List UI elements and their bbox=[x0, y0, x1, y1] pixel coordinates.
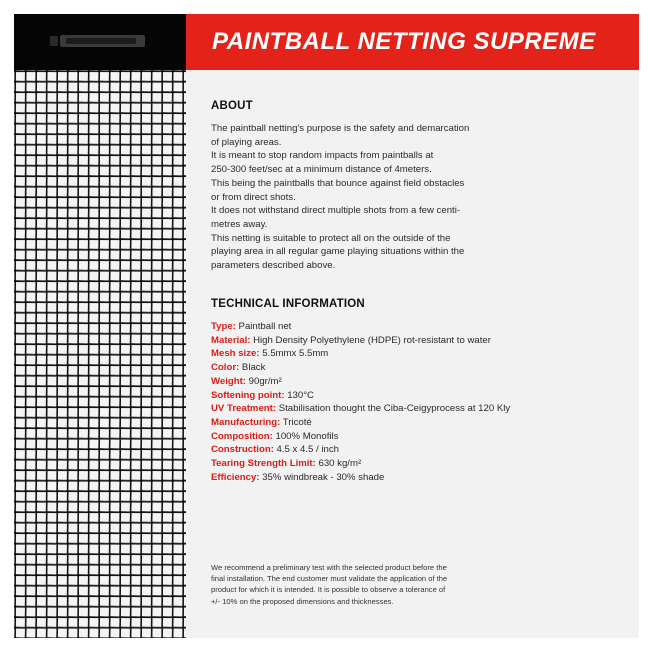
spec-value: Black bbox=[239, 362, 266, 374]
spec-row bbox=[211, 402, 521, 416]
about-line: 250-300 feet/sec at a minimum distance of 4meters. bbox=[211, 164, 432, 176]
spec-row bbox=[211, 416, 521, 430]
disclaimer-line: +/- 10% on the proposed dimensions and thicknesses. bbox=[211, 596, 394, 606]
spec-list bbox=[211, 320, 521, 484]
technical-heading: TECHNICAL INFORMATION bbox=[211, 298, 365, 310]
spec-label: Color: bbox=[211, 362, 240, 374]
about-section bbox=[211, 100, 521, 273]
spec-label: Manufacturing: bbox=[211, 416, 281, 428]
disclaimer-line: We recommend a preliminary test with the selected product before the bbox=[211, 563, 447, 572]
spec-row bbox=[211, 430, 521, 444]
spec-row bbox=[211, 361, 521, 375]
about-line: or from direct shots. bbox=[211, 191, 296, 203]
disclaimer-line: product for which it is intended. It is possible to observe a tolerance of bbox=[211, 585, 446, 595]
about-body bbox=[211, 122, 521, 273]
about-line: The paintball netting's purpose is the safety and demarcation bbox=[211, 123, 470, 134]
spec-value: Paintball net bbox=[235, 321, 292, 332]
about-line: This being the paintballs that bounce against field obstacles bbox=[211, 177, 465, 189]
spec-value: 100% Monofils bbox=[272, 430, 339, 442]
spec-label: Mesh size: bbox=[211, 348, 260, 360]
spec-value: 4.5 x 4.5 / inch bbox=[273, 444, 339, 456]
spec-row bbox=[211, 375, 521, 389]
disclaimer-line: final installation. The end customer must validate the application of the bbox=[211, 574, 448, 584]
spec-label: Softening point: bbox=[211, 389, 285, 401]
spec-row bbox=[211, 457, 521, 471]
brand-logo-icon bbox=[48, 32, 148, 50]
about-line: This netting is suitable to protect all on the outside of the bbox=[211, 232, 451, 244]
about-line: of playing areas. bbox=[211, 136, 282, 148]
spec-row bbox=[211, 443, 521, 457]
spec-value: High Density Polyethylene (HDPE) rot-resistant to water bbox=[250, 334, 491, 346]
spec-label: Weight: bbox=[211, 375, 246, 387]
spec-label: Construction: bbox=[211, 444, 274, 456]
disclaimer-note bbox=[211, 562, 511, 607]
about-line: It is meant to stop random impacts from paintballs at bbox=[211, 150, 434, 162]
product-sheet bbox=[14, 14, 639, 638]
spec-label: Tearing Strength Limit: bbox=[211, 458, 316, 470]
page-title: PAINTBALL NETTING SUPREME bbox=[212, 28, 596, 55]
netting-photo bbox=[14, 70, 186, 638]
about-line: metres away. bbox=[211, 218, 268, 230]
spec-value: 5.5mmx 5.5mm bbox=[259, 348, 329, 360]
spec-value: Tricoté bbox=[280, 416, 312, 428]
title-bar bbox=[186, 14, 639, 70]
spec-value: 90gr/m² bbox=[246, 375, 282, 387]
spec-row bbox=[211, 389, 521, 403]
spec-row bbox=[211, 320, 521, 334]
spec-value: Stabilisation thought the Ciba-Ceigyprocess at 120 Kly bbox=[276, 403, 511, 415]
technical-section bbox=[211, 298, 521, 484]
about-line: parameters described above. bbox=[211, 260, 336, 272]
about-line: playing area in all regular game playing situations within the bbox=[211, 246, 465, 258]
spec-value: 35% windbreak - 30% shade bbox=[259, 471, 385, 483]
spec-value: 630 kg/m² bbox=[315, 458, 362, 470]
spec-value: 130°C bbox=[284, 389, 314, 401]
about-line: It does not withstand direct multiple shots from a few centi- bbox=[211, 205, 461, 217]
about-heading: ABOUT bbox=[211, 100, 253, 112]
spec-label: Type: bbox=[211, 321, 236, 332]
spec-label: UV Treatment: bbox=[211, 403, 277, 415]
spec-row bbox=[211, 334, 521, 348]
spec-label: Material: bbox=[211, 334, 251, 346]
spec-label: Efficiency: bbox=[211, 471, 260, 483]
logo-bar bbox=[14, 14, 186, 70]
spec-label: Composition: bbox=[211, 430, 273, 442]
spec-row bbox=[211, 471, 521, 485]
spec-row bbox=[211, 347, 521, 361]
